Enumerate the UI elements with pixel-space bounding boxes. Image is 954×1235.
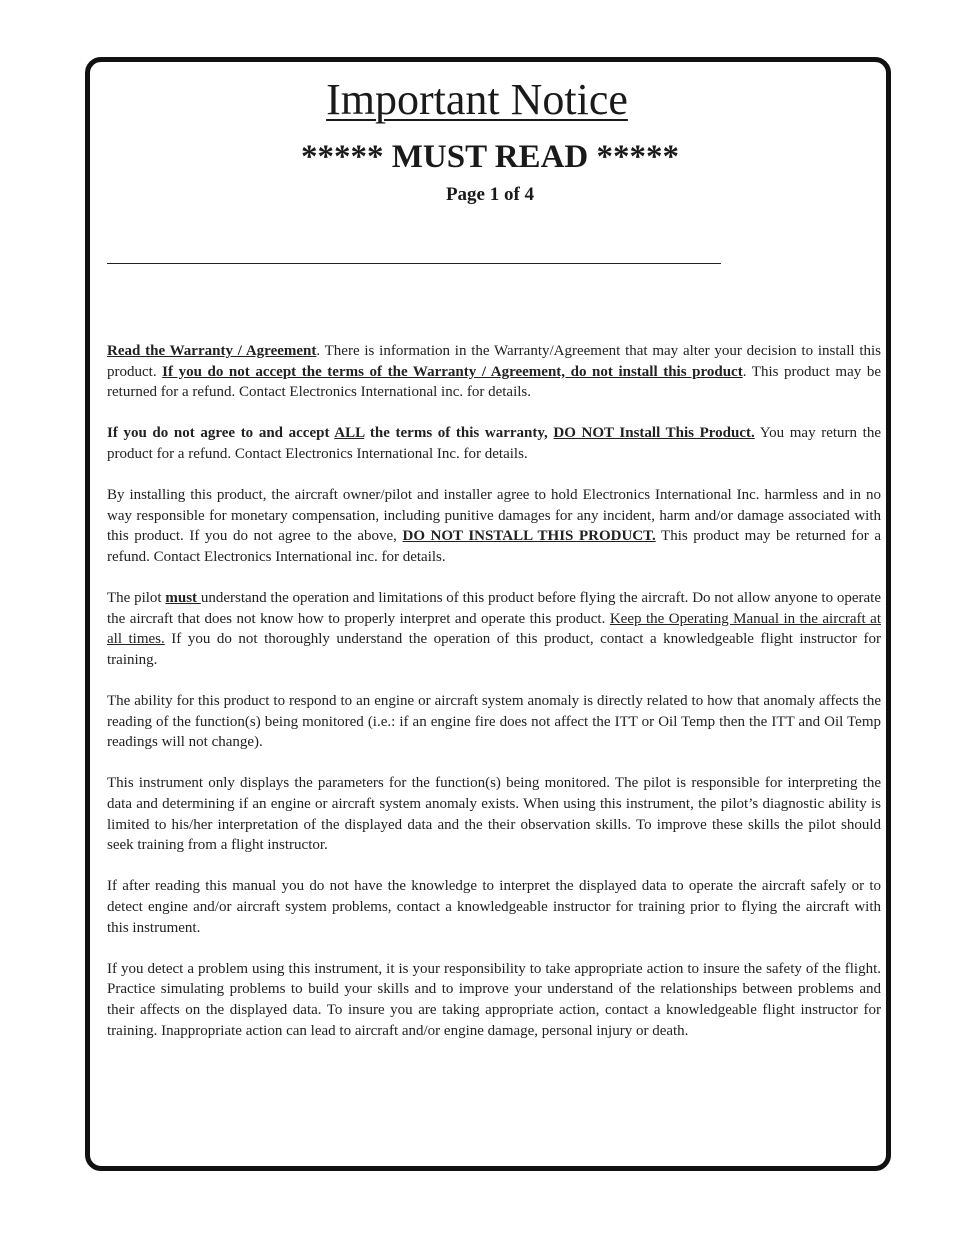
do-not-install-caps-emphasis: DO NOT INSTALL THIS PRODUCT. [402,528,656,545]
text-run: By installing this product, the aircraft owner/pilot and installer agree to hold Electronics International Inc. harmless and in no way responsible for monetary compensation, including punitive damages for any incident, harm and/or damage associated with this product. If you do not agree to the above, [107,487,881,545]
all-emphasis: ALL [334,425,365,442]
page-number: Page 1 of 4 [445,184,535,205]
do-not-install-emphasis: If you do not accept the terms of the Warranty / Agreement, do not install this product [162,363,743,380]
paragraph-warranty [107,341,881,403]
notice-body [107,341,881,1062]
horizontal-divider [107,263,721,264]
paragraph-responsibility: If you detect a problem using this instrument, it is your responsibility to take appropriate action to insure the safety of the flight. Practice simulating problems to build your skills and to improve your understand of the relationships between problems and their affects on the displayed data. To insure you are taking appropriate action, contact a knowledgeable flight instructor for training. Inappropriate action can lead to aircraft and/or engine damage, personal injury or death. [107,960,881,1039]
do-not-install-product-emphasis: DO NOT Install This Product. [553,425,755,442]
paragraph-anomaly: The ability for this product to respond to an engine or aircraft system anomaly is directly related to how that anomaly affects the reading of the function(s) being monitored (i.e.: if an engine fire does not affect the ITT or Oil Temp then the ITT and Oil Temp readings will not change). [107,693,881,751]
paragraph-pilot-must [107,588,881,670]
text-run: If you do not thoroughly understand the operation of this product, contact a knowledgeable flight instructor for training. [107,631,881,668]
must-emphasis: must [165,590,201,607]
paragraph-instrument-parameters: This instrument only displays the parameters for the function(s) being monitored. The pilot is responsible for interpreting the data and determining if an engine or aircraft system anomaly exists. When using this instrument, the pilot’s diagnostic ability is limited to his/her interpretation of the displayed data and the their observation skills. To improve these skills the pilot should seek training from a flight instructor. [107,775,881,854]
must-read-heading: ***** MUST READ ***** [300,139,679,175]
warranty-emphasis: Read the Warranty / Agreement [107,343,317,359]
bold-run: the terms of this warranty, [364,425,554,442]
paragraph-liability [107,485,881,567]
text-run: You may return the product for a refund. Contact Electronics International Inc. for details. [107,425,881,462]
text-run: . There is information in the Warranty/Agreement that may alter your decision to install this product. [107,343,881,380]
text-run: . This product may be returned for a refund. Contact Electronics International inc. for details. [107,363,881,401]
bold-run: If you do not agree to and accept [107,425,335,442]
text-run: This product may be returned for a refund. Contact Electronics International inc. for details. [107,528,881,565]
page-title: Important Notice [326,75,628,124]
text-run: understand the operation and limitations of this product before flying the aircraft. Do not allow anyone to operate the aircraft that does not know how to properly interpret and operate this product. [107,590,881,627]
keep-manual-emphasis: Keep the Operating Manual in the aircraft at all times. [107,610,881,648]
paragraph-knowledge: If after reading this manual you do not have the knowledge to interpret the displayed data to operate the aircraft safely or to detect engine and/or aircraft system problems, contact a knowledgeable instructor for training prior to flying the aircraft with this instrument. [107,878,881,936]
paragraph-accept-terms [107,423,881,464]
text-run: The pilot [107,590,166,607]
